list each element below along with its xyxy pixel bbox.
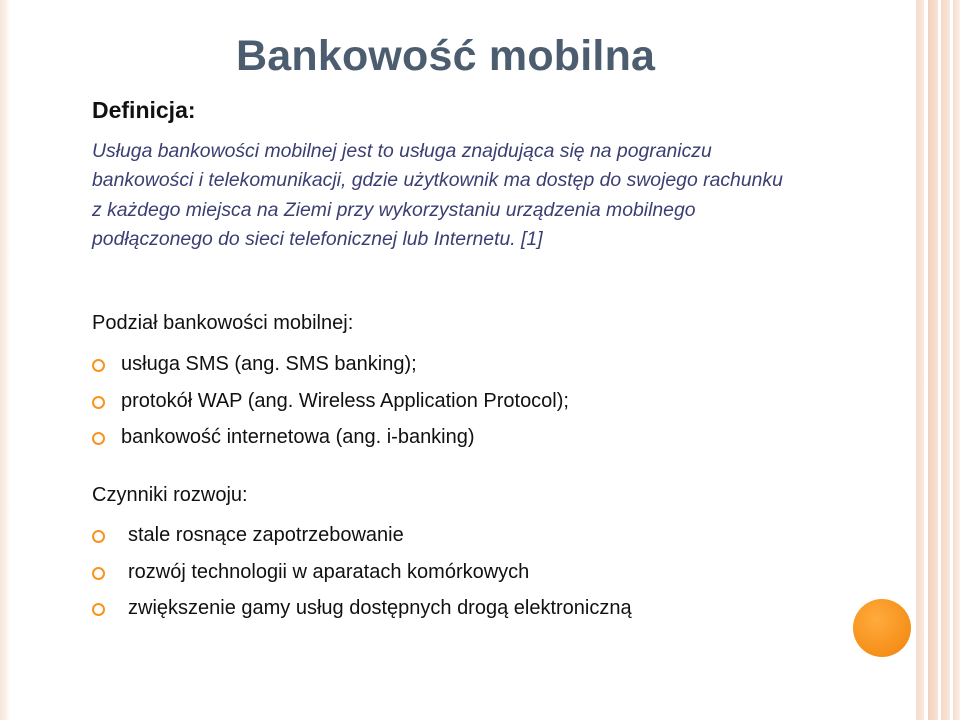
ring-bullet-icon — [92, 432, 105, 445]
right-decorative-stripes — [912, 0, 960, 720]
division-heading: Podział bankowości mobilnej: — [92, 312, 354, 334]
list-item-text: stale rosnące zapotrzebowanie — [128, 524, 404, 546]
ring-bullet-icon — [92, 359, 105, 372]
list-item-text: bankowość internetowa (ang. i-banking) — [121, 426, 475, 448]
left-decorative-stripe — [0, 0, 10, 720]
slide-title: Bankowość mobilna — [236, 32, 656, 80]
orange-circle-decoration — [853, 599, 911, 657]
ring-bullet-icon — [92, 396, 105, 409]
list-item-text: rozwój technologii w aparatach komórkowych — [128, 560, 530, 583]
definition-text: Usługa bankowości mobilnej jest to usługa znajdująca się na pograniczu bankowości i telekomunikacji, gdzie użytkownik ma dostęp do swojego rachunku z każdego miejsca na Ziemi przy wykorzystaniu urządzenia mobilnego podłączonego do sieci telefonicznej lub Internetu. [1] — [92, 140, 783, 250]
ring-bullet-icon — [92, 567, 105, 580]
list-item-text: usługa SMS (ang. SMS banking); — [121, 353, 417, 375]
factors-heading: Czynniki rozwoju: — [92, 484, 248, 506]
list-item-text: zwiększenie gamy usług dostępnych drogą elektroniczną — [128, 597, 632, 619]
definition-heading: Definicja: — [92, 97, 196, 123]
list-item-text: protokół WAP (ang. Wireless Application Protocol); — [121, 389, 569, 412]
ring-bullet-icon — [92, 530, 105, 543]
ring-bullet-icon — [92, 603, 105, 616]
